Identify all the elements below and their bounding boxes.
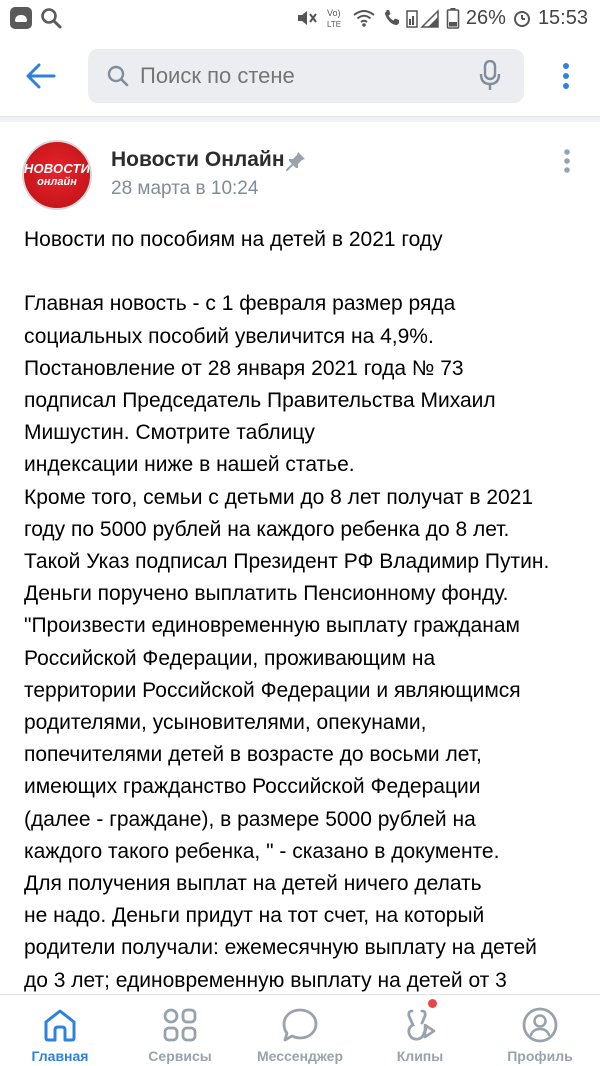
nav-services[interactable] (120, 995, 240, 1066)
post-date: 28 марта в 10:24 (111, 178, 259, 199)
battery-icon (446, 7, 460, 29)
nav-clips[interactable] (360, 995, 480, 1066)
post-header (0, 128, 600, 218)
nav-home-label: Главная (31, 1048, 89, 1064)
arrow-left-icon (26, 63, 56, 89)
vertical-dots-icon (563, 148, 571, 174)
wifi-icon (352, 8, 376, 28)
volte-icon (324, 6, 346, 30)
avatar-logo-subtext: онлайн (37, 176, 77, 188)
nav-services-label: Сервисы (148, 1048, 212, 1064)
app-icon (10, 7, 32, 29)
mute-icon (296, 8, 318, 28)
svg-text:LTE: LTE (326, 20, 341, 29)
nav-messenger-label: Мессенджер (256, 1048, 344, 1064)
microphone-icon[interactable] (470, 56, 510, 96)
notification-badge (428, 999, 437, 1008)
post-author[interactable]: Новости Онлайн (111, 148, 285, 171)
post-options-button[interactable] (552, 146, 582, 176)
header (0, 36, 600, 116)
more-options-button[interactable] (548, 58, 584, 94)
vertical-dots-icon (562, 62, 570, 90)
clock-time: 15:53 (537, 6, 588, 29)
search-box[interactable] (88, 49, 524, 103)
nav-messenger[interactable] (240, 995, 360, 1066)
alarm-clock-icon (512, 8, 532, 28)
nav-profile[interactable] (480, 995, 600, 1066)
pin-icon (285, 150, 307, 172)
nav-home[interactable] (0, 995, 120, 1066)
avatar-logo-text: НОВОСТИ (23, 161, 91, 176)
back-button[interactable] (10, 45, 72, 107)
battery-percent: 26% (465, 6, 506, 29)
home-icon (40, 1005, 80, 1045)
status-bar (0, 0, 600, 36)
header-divider (0, 116, 600, 122)
search-icon (106, 63, 132, 89)
profile-icon (520, 1005, 560, 1045)
services-icon (160, 1005, 200, 1045)
post-text: Новости по пособиям на детей в 2021 году Главная новость - с 1 февраля размер ряда социальных пособий увеличится на 4,9%. Постановление от 28 января 2021 года № 73 подписал Председатель Правительства Михаил Мишустин. Смотрите таблицу индексации ниже в нашей статье. Кроме того, семьи с детьми до 8 лет получат в 2021 году по 5000 рублей на каждого ребенка до 8 лет. Такой Указ подписал Президент РФ Владимир Путин. Деньги поручено выплатить Пенсионному фонду. "Произвести единовременную выплату гражданам Российской Федерации, проживающим на территории Российской Федерации и являющимся родителями, усыновителями, опекунами, попечителями детей в возрасте до восьми лет, имеющих гражданство Российской Федерации (далее - граждане), в размере 5000 рублей на каждого такого ребенка, " - сказано в документе. Для получения выплат на детей ничего делать не надо. Деньги придут на тот счет, на который родители получали: ежемесячную выплату на детей до 3 лет; единовременную выплату на детей от 3 (24, 228, 550, 992)
svg-text:Vo): Vo) (326, 8, 341, 18)
nav-profile-label: Профиль (507, 1048, 573, 1064)
search-input[interactable] (140, 63, 470, 89)
clips-icon (400, 1005, 440, 1045)
call-icon (382, 8, 400, 28)
messenger-icon (280, 1005, 320, 1045)
search-icon (40, 7, 62, 29)
nav-clips-label: Клипы (396, 1048, 444, 1064)
signal-icon (406, 7, 440, 29)
bottom-navigation (0, 994, 600, 1066)
community-avatar[interactable] (22, 140, 92, 210)
